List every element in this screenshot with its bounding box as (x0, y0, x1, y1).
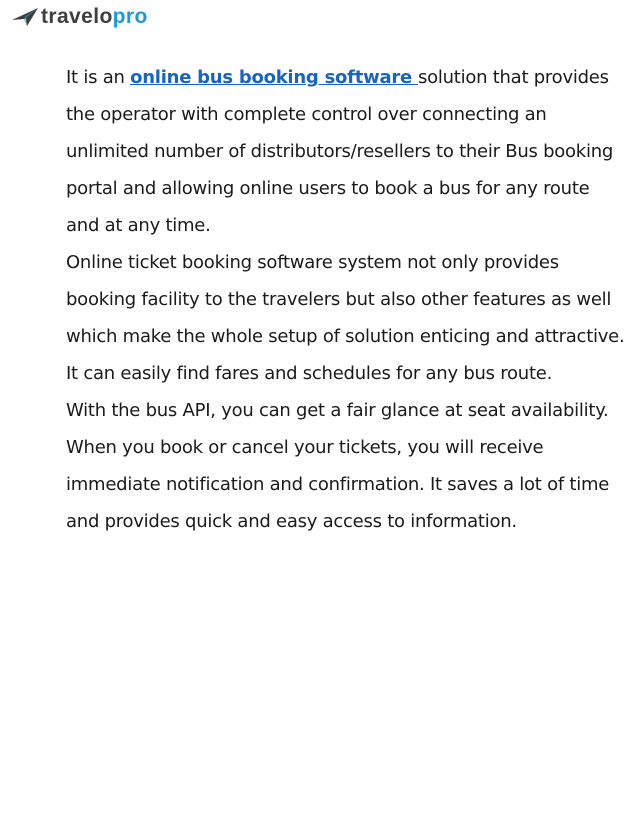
paragraph-bus-api: With the bus API, you can get a fair glance at seat availability. When you book or cancel your tickets, you will receive immediate notification and confirmation. It saves a lot of time and provides quick and easy access to information. (66, 400, 610, 532)
logo-text-pro: pro (112, 5, 148, 28)
logo-text (41, 5, 148, 29)
logo-text-travel: travelo (41, 5, 113, 28)
paragraph-intro-rest: solution that provides the operator with complete control over connecting an unlimited number of distributors/resellers to their Bus booking portal and allowing online users to book a bus for any route and at any time. (66, 67, 614, 236)
paragraph-intro (66, 59, 626, 244)
paragraph-features: Online ticket booking software system not only provides booking facility to the travelers but also other features as well which make the whole setup of solution enticing and attractive. It can easily find fares and schedules for any bus route. (66, 252, 625, 384)
paper-plane-icon (10, 5, 40, 29)
travelopro-logo (10, 5, 148, 29)
online-bus-booking-software-link[interactable]: online bus booking software (130, 67, 418, 88)
paragraph-intro-lead: It is an (66, 67, 131, 88)
document-body (66, 59, 626, 540)
